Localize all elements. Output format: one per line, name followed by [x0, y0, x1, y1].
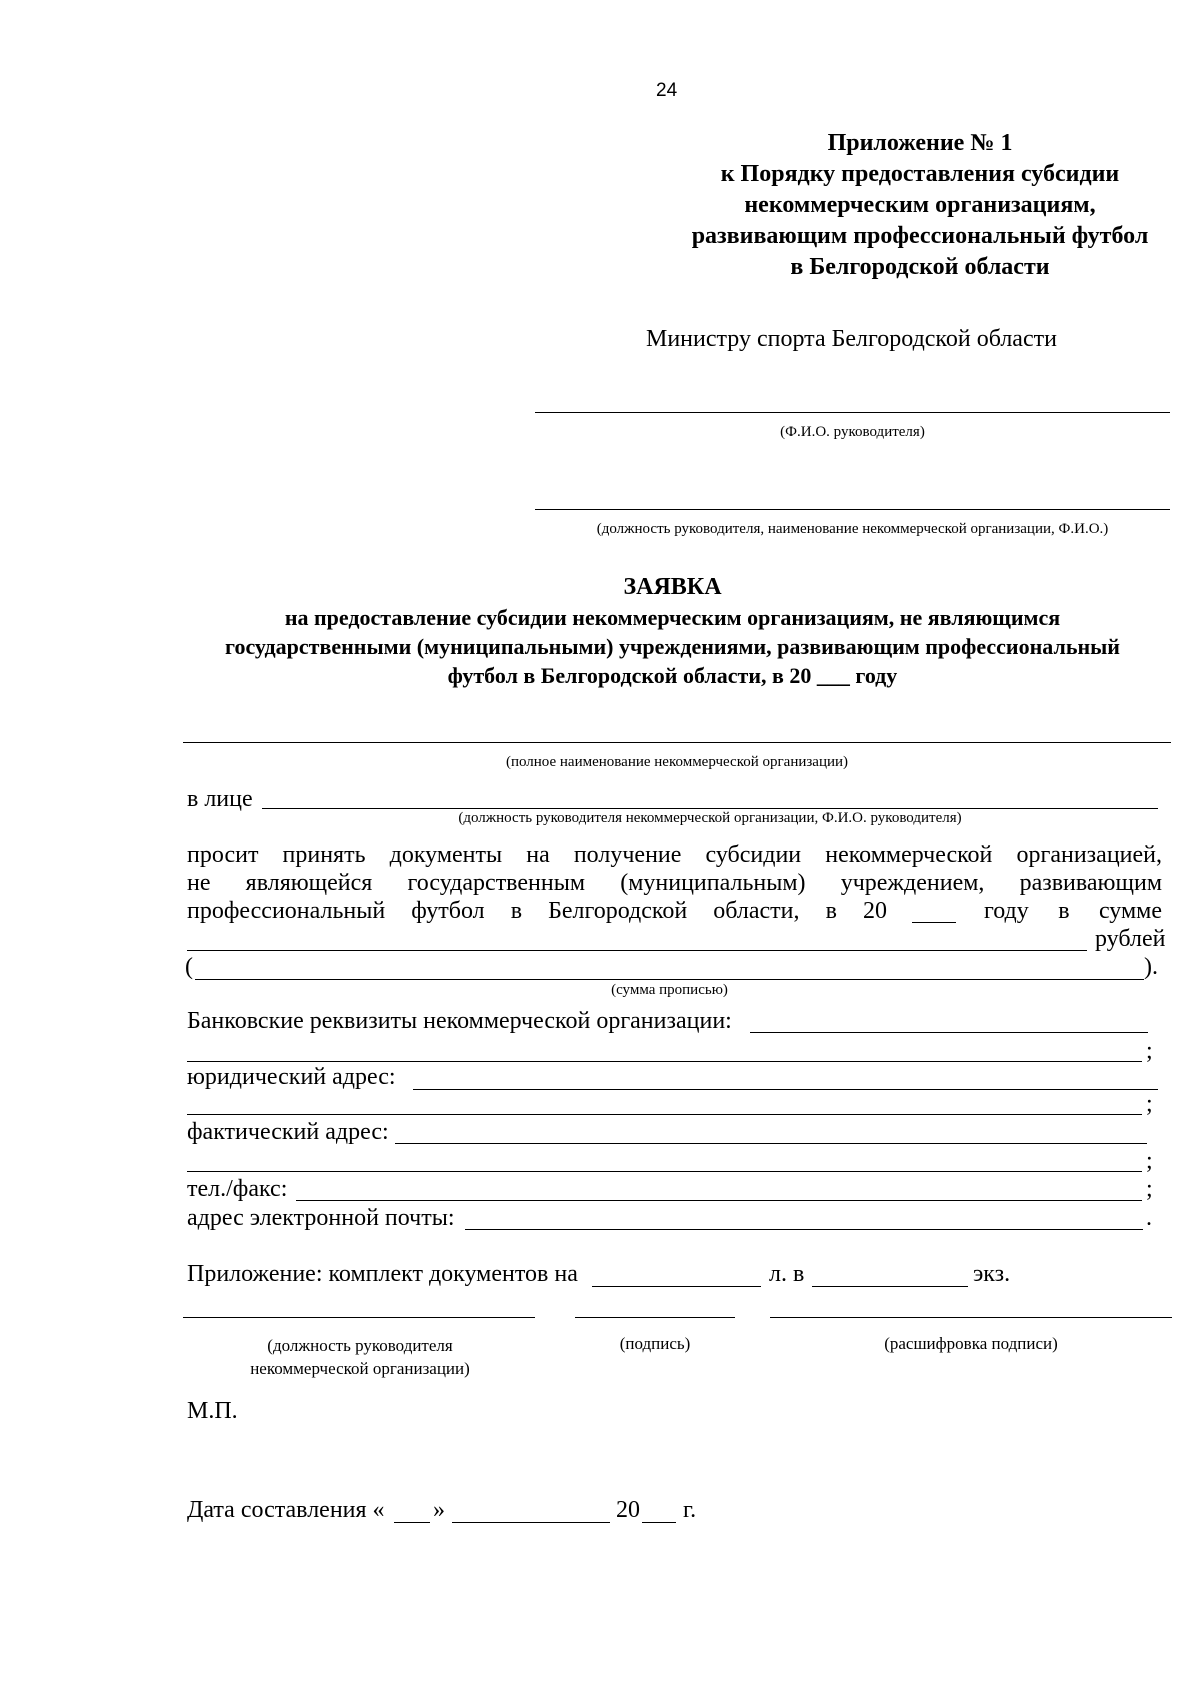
head-fio-line[interactable]	[535, 412, 1170, 413]
email-period: .	[1146, 1205, 1152, 1231]
attachment-copies-label: экз.	[973, 1261, 1011, 1287]
subtitle-line: на предоставление субсидии некоммерческим организациям, не являющимся	[284, 605, 1061, 630]
bank-details-line-2[interactable]	[187, 1061, 1142, 1062]
in-person-label: в лице	[187, 786, 253, 812]
attachment-sheets-label: л. в	[769, 1261, 805, 1287]
sum-close-paren: ).	[1144, 954, 1158, 980]
request-line-2: не являющейся государственным (муниципальным) учреждением, развивающим	[187, 870, 1162, 896]
sum-words-hint: (сумма прописью)	[611, 982, 728, 998]
decoding-hint: (расшифровка подписи)	[884, 1334, 1058, 1353]
semicolon: ;	[1146, 1038, 1153, 1064]
email-label: адрес электронной почты:	[187, 1205, 455, 1231]
phone-fax-label: тел./факс:	[187, 1176, 288, 1202]
semicolon: ;	[1146, 1091, 1153, 1117]
date-year-prefix: 20	[616, 1497, 640, 1523]
sum-words-line[interactable]	[195, 979, 1144, 980]
position-hint-line: (должность руководителя	[267, 1336, 453, 1355]
date-day-line[interactable]	[394, 1522, 430, 1523]
in-person-hint: (должность руководителя некоммерческой организации, Ф.И.О. руководителя)	[458, 810, 962, 826]
attachment-label: Приложение: комплект документов на	[187, 1261, 578, 1287]
date-month-line[interactable]	[452, 1522, 610, 1523]
stamp-label: М.П.	[187, 1398, 238, 1424]
legal-address-label: юридический адрес:	[187, 1064, 396, 1090]
actual-address-line-1[interactable]	[395, 1143, 1147, 1144]
semicolon: ;	[1146, 1148, 1153, 1174]
org-full-name-hint: (полное наименование некоммерческой организации)	[505, 754, 849, 770]
signature-hint: (подпись)	[619, 1334, 691, 1353]
subtitle-line: государственными (муниципальными) учреждениями, развивающим профессиональный	[225, 634, 1120, 659]
semicolon: ;	[1146, 1176, 1153, 1202]
signature-line[interactable]	[575, 1317, 735, 1318]
page-number: 24	[656, 80, 678, 101]
date-label: Дата составления «	[187, 1497, 385, 1523]
email-line[interactable]	[465, 1229, 1143, 1230]
legal-address-line-1[interactable]	[413, 1089, 1158, 1090]
phone-fax-line[interactable]	[296, 1200, 1142, 1201]
year-blank[interactable]	[912, 922, 956, 923]
request-line-1: просит принять документы на получение субсидии некоммерческой организацией,	[187, 842, 1162, 868]
sum-open-paren: (	[185, 954, 193, 980]
appendix-line: в Белгородской области	[790, 254, 1050, 280]
appendix-line: некоммерческим организациям,	[744, 192, 1096, 218]
position-sign-line[interactable]	[183, 1317, 535, 1318]
rubles-label: рублей	[1095, 926, 1166, 952]
sum-digits-line[interactable]	[187, 950, 1087, 951]
date-suffix: г.	[683, 1497, 697, 1523]
appendix-block	[640, 128, 1200, 283]
attachment-sheets-line[interactable]	[592, 1286, 761, 1287]
position-hint-line: некоммерческой организации)	[250, 1359, 470, 1378]
subtitle-line: футбол в Белгородской области, в 20 ___ году	[447, 663, 898, 688]
bank-details-line-1[interactable]	[750, 1032, 1148, 1033]
request-line-3a: профессиональный футбол в Белгородской области, в 20	[187, 898, 887, 924]
position-org-hint: (должность руководителя, наименование некоммерческой организации, Ф.И.О.)	[596, 521, 1109, 537]
appendix-line: к Порядку предоставления субсидии	[720, 161, 1120, 187]
request-line-3b: году в сумме	[984, 898, 1162, 924]
application-subtitle	[0, 603, 1200, 690]
date-close-quote: »	[433, 1497, 445, 1523]
actual-address-label: фактический адрес:	[187, 1119, 389, 1145]
in-person-line[interactable]	[262, 808, 1158, 809]
head-fio-hint: (Ф.И.О. руководителя)	[780, 424, 925, 440]
date-year-line[interactable]	[642, 1522, 676, 1523]
appendix-line: развивающим профессиональный футбол	[691, 223, 1149, 249]
appendix-title: Приложение № 1	[827, 130, 1013, 156]
application-title: ЗАЯВКА	[623, 574, 722, 600]
decoding-line[interactable]	[770, 1317, 1172, 1318]
actual-address-line-2[interactable]	[187, 1171, 1142, 1172]
org-full-name-line[interactable]	[183, 742, 1171, 743]
addressee: Министру спорта Белгородской области	[646, 326, 1057, 352]
position-org-line[interactable]	[535, 509, 1170, 510]
bank-details-label: Банковские реквизиты некоммерческой организации:	[187, 1008, 732, 1034]
legal-address-line-2[interactable]	[187, 1114, 1142, 1115]
attachment-copies-line[interactable]	[812, 1286, 968, 1287]
position-hint	[200, 1334, 520, 1380]
